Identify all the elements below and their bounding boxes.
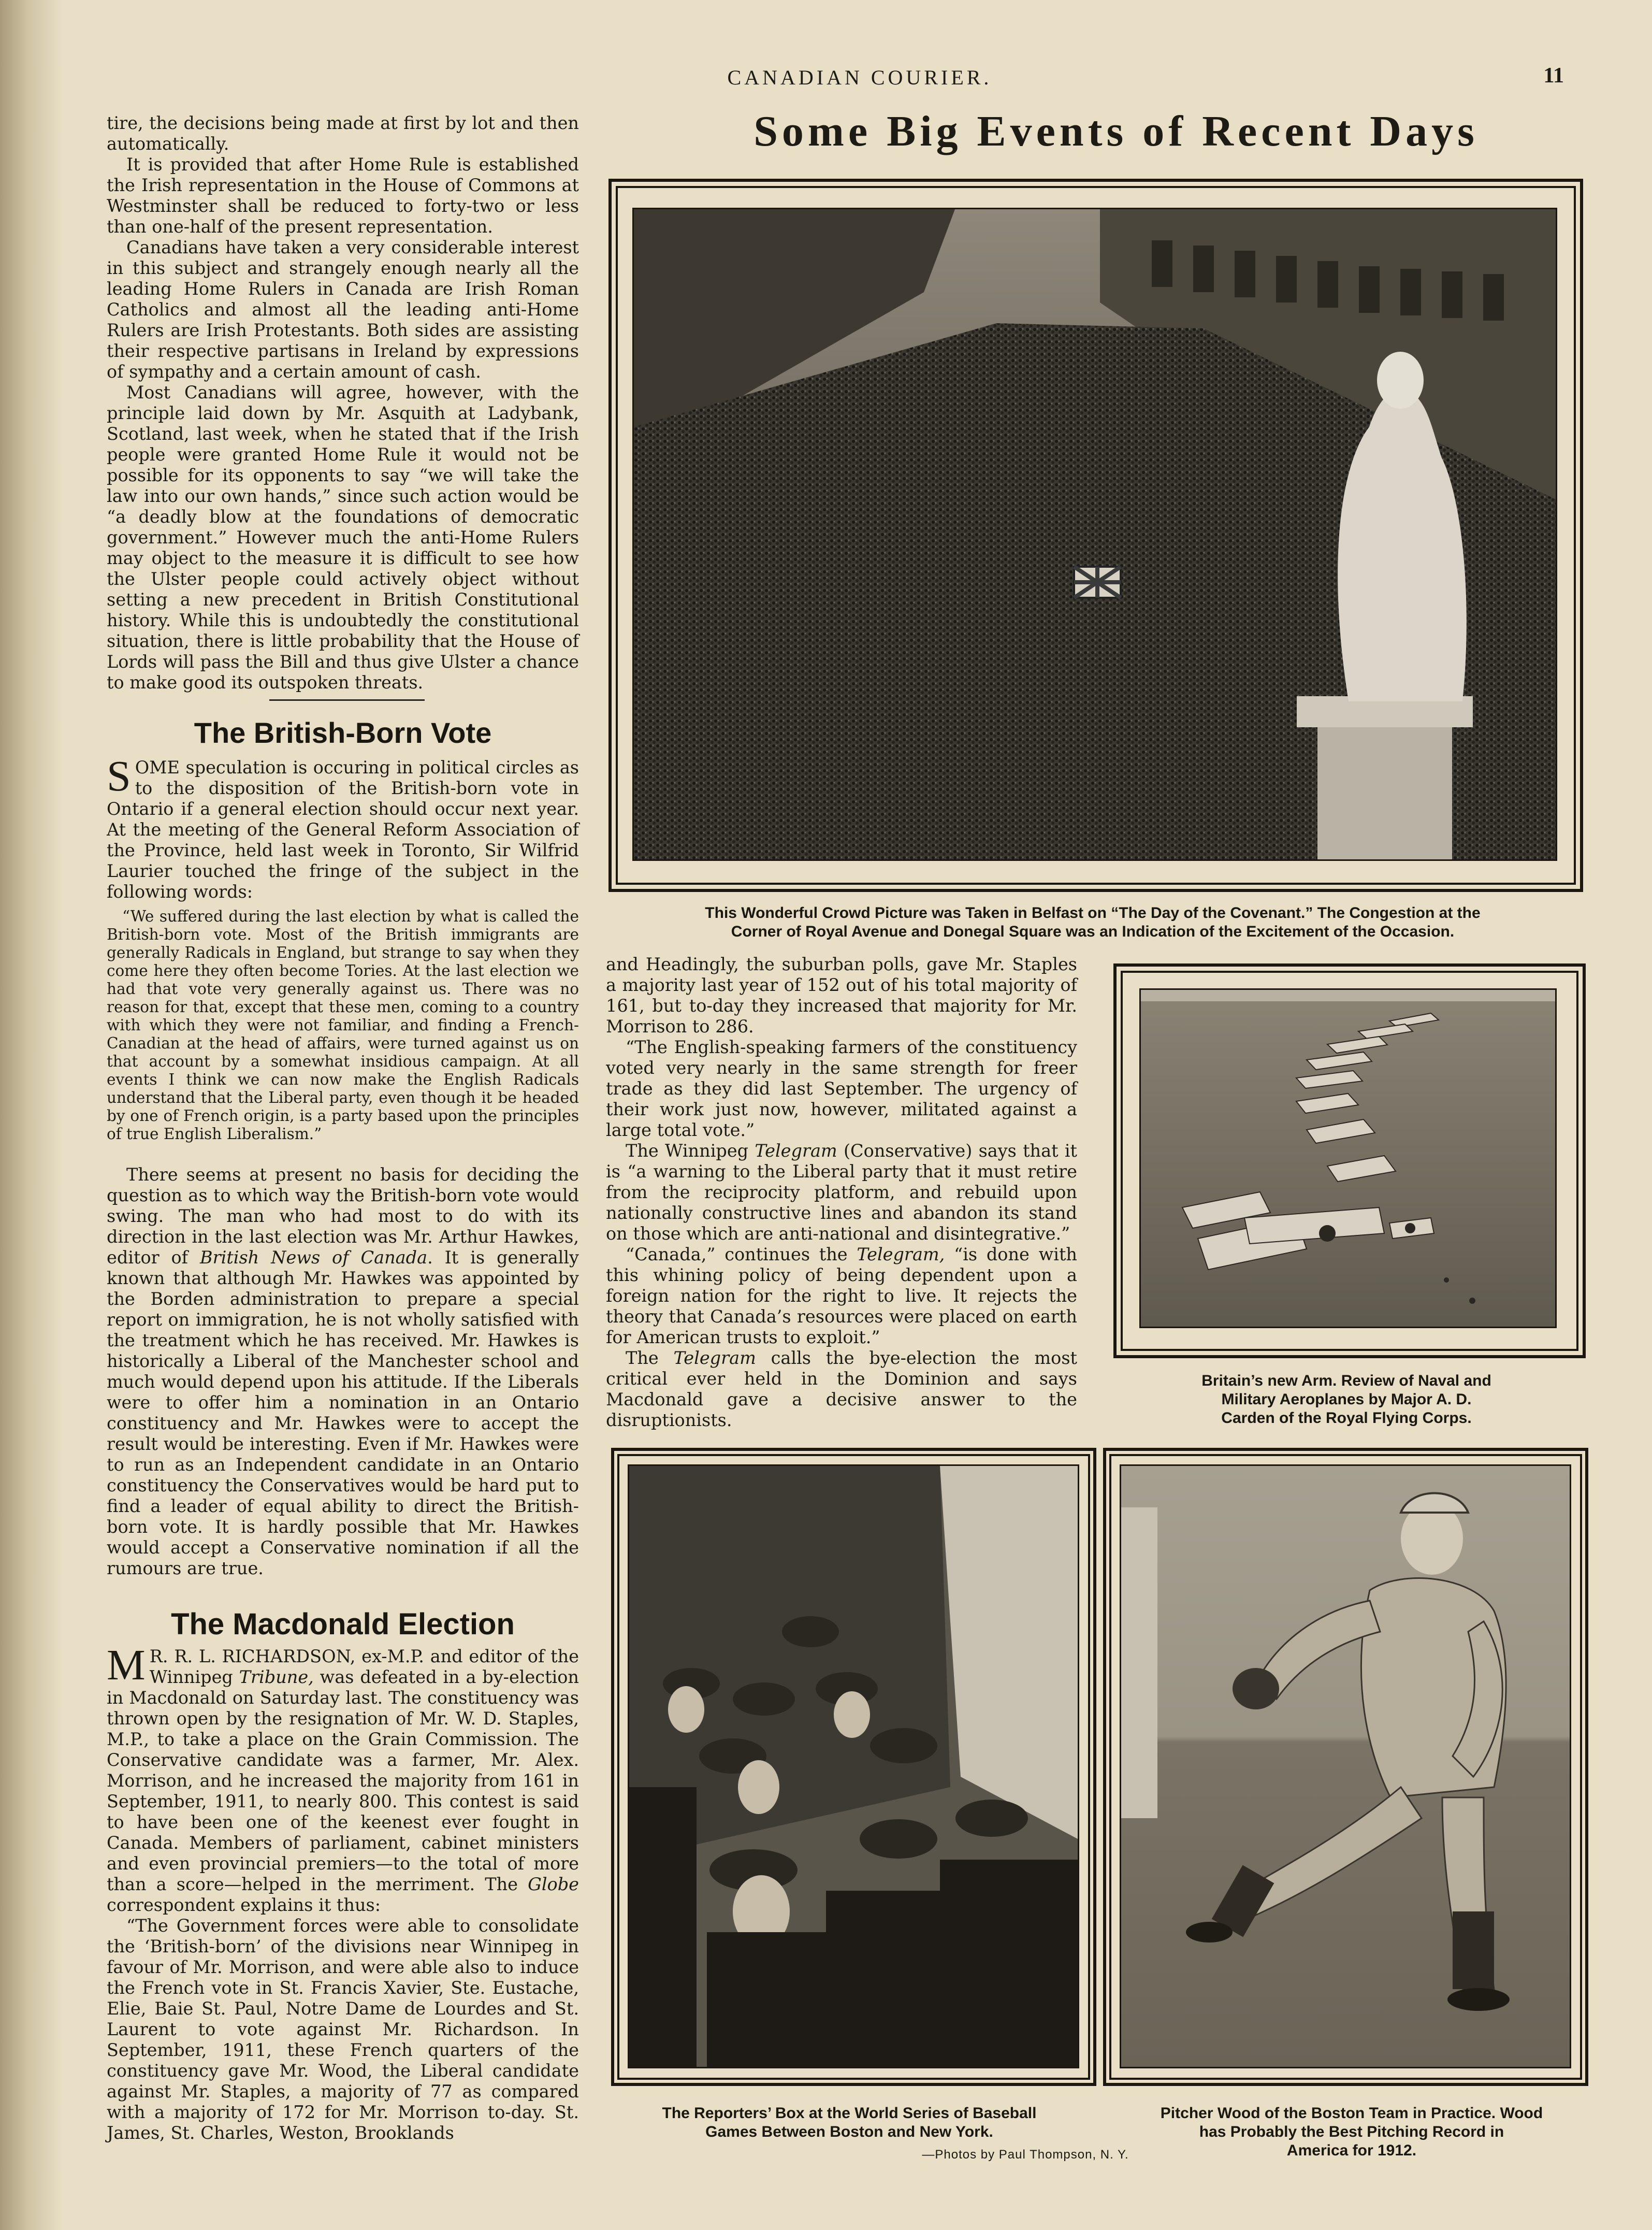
british-born-para-1-text: OME speculation is occuring in political circles as to the disposition of the British-born vote in Ontario if a general election should occur next year. At the meeting of the General Reform Association of the Province, held last week in Toronto, Sir Wilfrid Laurier touched the fringe of the subject in the following words: — [107, 757, 579, 902]
macdonald-para-1-a: R. R. L. RICHARDSON, ex-M.P. and editor of the Winnipeg — [149, 1646, 579, 1687]
belfast-photo-frame — [608, 179, 1583, 892]
macdonald-para-1-c: correspondent explains it thus: — [107, 1895, 381, 1915]
running-title: CANADIAN COURIER. — [727, 66, 992, 89]
macdonald-para-2: “The Government forces were able to consolidate the ‘British-born’ of the divisions near Winnipeg in favour of Mr. Morrison, and were able also to induce the French vote in St. Francis Xavier, Ste. Eustache, Elie, Baie St. Paul, Notre Dame de Lourdes and St. Laurent to vote against Mr. Richardson. In September, 1911, these French quarters of the constituency gave Mr. Wood, the Liberal candidate against Mr. Staples, a majority of 77 as compared with a majority of 172 for Mr. Morrison to-day. St. James, St. Charles, Weston, Brooklands — [107, 1916, 579, 2143]
british-born-para-2 — [107, 1164, 579, 1579]
macdonald-article-cont — [606, 954, 1077, 1431]
aeroplane-caption-2: Military Aeroplanes by Major A. D. — [1221, 1391, 1472, 1408]
laurier-quote-text: “We suffered during the last election by what is called the British-born vote. Most of the British immigrants are generally Radicals in England, but strange to say when they come here they often become Tories. At the last election we had that vote very generally against us. There was no reason for that, except that these men, coming to a country with which they were not familiar, and finding a French-Canadian at the head of affairs, were turned against us on that account by a somewhat insidious campaign. At all events I think we can now make the English Radicals understand that the Liberal party, even though it be headed by one of French origin, is a party based upon the principles of true English Liberalism.” — [107, 908, 579, 1143]
pitcher-photo-frame — [1103, 1448, 1588, 2086]
reporters-photo-frame — [611, 1448, 1096, 2086]
telegram-title-1: Telegram — [755, 1141, 837, 1161]
laurier-quote — [107, 908, 579, 1143]
col2-para-5-b: calls the bye-election the most critical ever held in the Dominion and says Macdonald gave a decisive answer to the disruptionists. — [606, 1348, 1077, 1430]
intro-para-2: It is provided that after Home Rule is established the Irish representation in the House of Commons at Westminster shall be reduced to forty-two or less than one-half of the present representation. — [107, 154, 579, 237]
intro-para-4: Most Canadians will agree, however, with the principle laid down by Mr. Asquith at Ladybank, Scotland, last week, when he stated that if the Irish people were granted Home Rule it would not be possible for its opponents to say “we will take the law into our own hands,” since such action would be “a deadly blow at the foundations of democratic government.” However much the anti-Home Rulers may object to the measure it is difficult to see how the Ulster people could actively object without setting a new precedent in British Constitutional history. While this is undoubtedly the constitutional situation, there is little probability that the House of Lords will pass the Bill and thus give Ulster a chance to make good its outspoken threats. — [107, 382, 579, 693]
intro-para-3: Canadians have taken a very considerable interest in this subject and strangely enough nearly all the leading Home Rulers in Canada are Irish Roman Catholics and almost all the leading anti-Home Rulers are Irish Protestants. Both sides are assisting their respective partisans in Ireland by expressions of sympathy and a certain amount of cash. — [107, 237, 579, 382]
belfast-caption-2: Corner of Royal Avenue and Donegal Square was an Indication of the Excitement of the Occasion. — [731, 923, 1455, 940]
col2-para-5-a: The — [626, 1348, 674, 1368]
pitcher-caption-2: has Probably the Best Pitching Record in — [1199, 2123, 1504, 2140]
british-born-para-1 — [107, 752, 579, 902]
macdonald-para-1 — [107, 1641, 579, 1916]
british-born-article — [107, 752, 579, 902]
col2-para-3-a: The Winnipeg — [626, 1141, 755, 1161]
macdonald-para-1-b: was defeated in a by-election in Macdonald on Saturday last. The constituency was thrown open by the resignation of Mr. W. D. Staples, M.P., to take a place on the Grain Commission. The Conservative candidate was a farmer, Mr. Alex. Morrison, and he increased the majority from 161 in September, 1911, to nearly 800. This contest is said to have been one of the keenest ever fought in Canada. Members of parliament, cabinet ministers and even provincial premiers—to the total of more than a score—helped in the merriment. The — [107, 1667, 579, 1894]
belfast-crowd-photo — [632, 208, 1557, 861]
col2-para-2: “The English-speaking farmers of the constituency voted very nearly in the same strength for freer trade as they did last September. The urgency of their work just now, however, militated against a large total vote.” — [606, 1037, 1077, 1140]
section-divider — [269, 699, 425, 701]
reporters-caption-2: Games Between Boston and New York. — [705, 2123, 993, 2140]
british-born-para-2-b: . It is generally known that although Mr. Hawkes was appointed by the Borden administration to prepare a special report on immigration, he is not wholly satisfied with the treatment which he has received. Mr. Hawkes is historically a Liberal of the Manchester school and much would depend upon his attitude. If the Liberals were to offer him a nomination in an Ontario constituency and Mr. Hawkes were to accept the result would be interesting. Even if Mr. Hawkes were to run as an Independent candidate in an Ontario constituency the Conservatives would be hard put to find a leader of equal ability to direct the British-born vote. It is hardly possible that Mr. Hawkes would accept a Conservative nomination if all the rumours are true. — [107, 1247, 579, 1578]
macdonald-heading: The Macdonald Election — [171, 1607, 515, 1641]
col2-para-3 — [606, 1141, 1077, 1244]
british-born-para-2-a: There seems at present no basis for deciding the question as to which way the British-born vote would swing. The man who had most to do with its direction in the last election was Mr. Arthur Hawkes, editor of — [107, 1164, 579, 1268]
binding-gutter — [0, 0, 62, 2230]
british-born-heading: The British-Born Vote — [194, 716, 492, 749]
intro-para-1: tire, the decisions being made at first by lot and then automatically. — [107, 113, 579, 154]
col2-para-3-b: (Conservative) says that it is “a warning to the Liberal party that it must retire from the reciprocity platform, and rebuild upon nationally constructive lines and abandon its stand on those which are anti-national and disintegrative.” — [606, 1141, 1077, 1244]
col2-para-4 — [606, 1244, 1077, 1348]
reporters-box-photo — [628, 1464, 1079, 2068]
tribune-title: Tribune, — [239, 1667, 314, 1687]
telegram-title-3: Telegram — [673, 1348, 756, 1368]
belfast-caption-1: This Wonderful Crowd Picture was Taken in Belfast on “The Day of the Covenant.” The Congestion at the — [705, 904, 1481, 922]
photo-credit: —Photos by Paul Thompson, N. Y. — [922, 2148, 1129, 2162]
pitcher-caption-1: Pitcher Wood of the Boston Team in Practice. Wood — [1160, 2105, 1543, 2122]
col2-para-4-b: “is done with this whining policy of being dependent upon a foreign nation for the right to live. It rejects the theory that Canada’s resources were placed on earth for American trusts to exploit.” — [606, 1244, 1077, 1347]
british-born-article-cont — [107, 1164, 579, 1579]
col2-para-1: and Headingly, the suburban polls, gave Mr. Staples a majority last year of 152 out of his total majority of 161, but to-day they increased that majority for Mr. Morrison to 286. — [606, 954, 1077, 1037]
col2-para-5 — [606, 1348, 1077, 1431]
aeroplane-caption-1: Britain’s new Arm. Review of Naval and — [1201, 1372, 1491, 1389]
british-news-title: British News of Canada — [199, 1247, 428, 1268]
aeroplane-review-photo — [1139, 988, 1557, 1328]
page-number: 11 — [1543, 64, 1564, 88]
macdonald-article — [107, 1641, 579, 2143]
aeroplane-photo-frame — [1113, 963, 1586, 1358]
col2-para-4-a: “Canada,” continues the — [626, 1244, 857, 1264]
pitcher-wood-photo — [1120, 1464, 1571, 2068]
pitcher-caption-3: America for 1912. — [1286, 2142, 1417, 2159]
aeroplane-caption-3: Carden of the Royal Flying Corps. — [1221, 1409, 1472, 1427]
page-headline: Some Big Events of Recent Days — [753, 107, 1479, 155]
reporters-caption-1: The Reporters’ Box at the World Series of Baseball — [662, 2105, 1037, 2122]
article-intro — [107, 113, 579, 693]
dropcap-m: M — [107, 1641, 146, 1689]
dropcap-s: S — [107, 752, 131, 800]
telegram-title-2: Telegram, — [857, 1244, 945, 1264]
globe-title: Globe — [528, 1874, 579, 1894]
